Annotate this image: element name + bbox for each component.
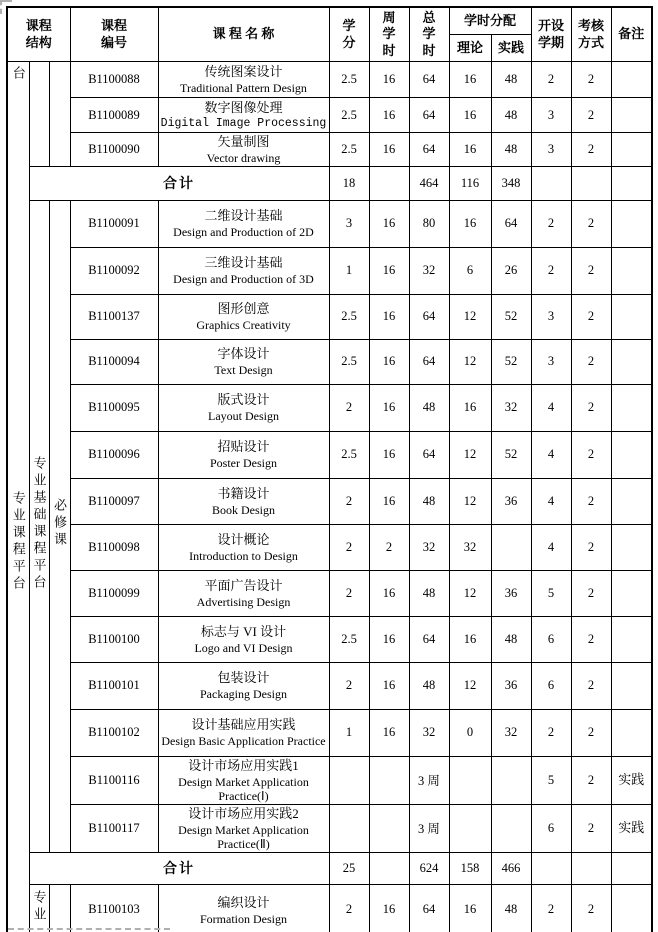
course-name-en: Design Market Application Practice(Ⅰ) xyxy=(178,774,309,804)
practice-hours-cell xyxy=(491,804,531,852)
totals-exam-cell xyxy=(571,852,611,884)
credit-cell xyxy=(329,804,369,852)
course-name-cn: 编织设计 xyxy=(217,894,270,910)
course-code-cell: B1100101 xyxy=(70,662,158,709)
practice-hours-cell: 32 xyxy=(491,709,531,756)
term-cell: 4 xyxy=(531,384,571,431)
term-cell: 6 xyxy=(531,616,571,662)
course-code-cell: B1100116 xyxy=(70,756,158,804)
course-name-cn: 图形创意 xyxy=(217,301,270,317)
theory-hours-cell: 16 xyxy=(449,133,491,167)
term-cell: 2 xyxy=(531,247,571,294)
course-name-cell xyxy=(158,200,329,247)
course-name-cell xyxy=(158,431,329,478)
header-course-code xyxy=(70,7,158,62)
exam-method-cell: 2 xyxy=(571,478,611,524)
term-cell: 3 xyxy=(531,339,571,384)
theory-hours-cell: 12 xyxy=(449,570,491,616)
course-name-cn: 二维设计基础 xyxy=(204,208,283,224)
header-weekly-hours xyxy=(369,7,409,62)
curriculum-table xyxy=(6,6,653,932)
weekly-hours-cell: 16 xyxy=(369,339,409,384)
note-cell xyxy=(611,384,652,431)
credit-cell xyxy=(329,756,369,804)
subgroup-basic-cell xyxy=(29,200,49,852)
term-cell: 2 xyxy=(531,200,571,247)
course-name-cn: 书籍设计 xyxy=(217,485,270,501)
practice-hours-cell: 48 xyxy=(491,62,531,98)
course-name-cn: 平面广告设计 xyxy=(204,577,283,593)
course-row xyxy=(7,247,652,294)
theory-hours-cell: 16 xyxy=(449,62,491,98)
course-name-cell xyxy=(158,524,329,570)
totals-total-cell: 464 xyxy=(409,166,449,200)
header-course-structure-label: 课程结构 xyxy=(25,18,52,50)
course-name-en: Text Design xyxy=(214,363,273,378)
credit-cell: 3 xyxy=(329,200,369,247)
totals-total-cell: 624 xyxy=(409,852,449,884)
course-code-cell: B1100097 xyxy=(70,478,158,524)
course-row xyxy=(7,804,652,852)
course-name-cn: 设计市场应用实践1 xyxy=(188,757,299,773)
note-cell xyxy=(611,133,652,167)
theory-hours-cell: 16 xyxy=(449,200,491,247)
header-row-1 xyxy=(7,7,652,35)
weekly-hours-cell xyxy=(369,756,409,804)
exam-method-cell: 2 xyxy=(571,804,611,852)
total-hours-cell: 32 xyxy=(409,709,449,756)
credit-cell: 2 xyxy=(329,524,369,570)
note-cell xyxy=(611,709,652,756)
platform-main-label: 专业课程平台 xyxy=(10,491,26,594)
course-code-cell: B1100103 xyxy=(70,884,158,932)
header-note: 备注 xyxy=(611,7,652,62)
header-exam-method-label: 考核方式 xyxy=(578,18,605,50)
exam-method-cell: 2 xyxy=(571,756,611,804)
header-weekly-hours-label: 周学时 xyxy=(382,10,396,58)
weekly-hours-cell: 16 xyxy=(369,62,409,98)
course-name-cell xyxy=(158,339,329,384)
weekly-hours-cell: 16 xyxy=(369,98,409,133)
totals-credit-cell: 25 xyxy=(329,852,369,884)
course-code-cell: B1100137 xyxy=(70,294,158,339)
next-group-cell-label: 专业 xyxy=(31,890,47,925)
header-course-code-label: 课程编号 xyxy=(100,18,127,50)
course-name-cn: 设计市场应用实践2 xyxy=(188,805,299,821)
note-cell xyxy=(611,339,652,384)
practice-hours-cell: 48 xyxy=(491,616,531,662)
term-cell: 3 xyxy=(531,133,571,167)
theory-hours-cell: 12 xyxy=(449,294,491,339)
credit-cell: 2 xyxy=(329,662,369,709)
page-break-mark-top xyxy=(0,0,2,14)
total-hours-cell: 32 xyxy=(409,524,449,570)
term-cell: 3 xyxy=(531,98,571,133)
course-name-cn: 版式设计 xyxy=(217,392,270,408)
theory-hours-cell: 12 xyxy=(449,478,491,524)
coursetype-required-cell xyxy=(49,200,70,852)
note-cell xyxy=(611,247,652,294)
course-name-en: Layout Design xyxy=(208,409,279,424)
course-name-cell xyxy=(158,616,329,662)
course-name-cn: 包装设计 xyxy=(217,670,270,686)
course-name-cn: 字体设计 xyxy=(217,346,270,362)
totals-term-cell xyxy=(531,166,571,200)
practice-hours-cell: 52 xyxy=(491,431,531,478)
credit-cell: 1 xyxy=(329,709,369,756)
header-theory: 理论 xyxy=(449,35,491,62)
course-row xyxy=(7,756,652,804)
theory-hours-cell xyxy=(449,804,491,852)
course-name-en: Design and Production of 3D xyxy=(173,272,314,287)
course-code-cell: B1100096 xyxy=(70,431,158,478)
credit-cell: 1 xyxy=(329,247,369,294)
term-cell: 2 xyxy=(531,709,571,756)
theory-hours-cell: 16 xyxy=(449,884,491,932)
note-cell xyxy=(611,200,652,247)
exam-method-cell: 2 xyxy=(571,384,611,431)
totals-label-cell: 合计 xyxy=(29,852,329,884)
note-cell xyxy=(611,524,652,570)
course-name-cell xyxy=(158,884,329,932)
course-row xyxy=(7,133,652,167)
course-row xyxy=(7,884,652,932)
term-cell: 5 xyxy=(531,756,571,804)
course-row xyxy=(7,570,652,616)
weekly-hours-cell: 16 xyxy=(369,133,409,167)
exam-method-cell: 2 xyxy=(571,133,611,167)
totals-weekly-cell xyxy=(369,166,409,200)
course-row xyxy=(7,709,652,756)
totals-theory-cell: 116 xyxy=(449,166,491,200)
exam-method-cell: 2 xyxy=(571,662,611,709)
course-row xyxy=(7,431,652,478)
course-row xyxy=(7,616,652,662)
course-row xyxy=(7,662,652,709)
course-code-cell: B1100100 xyxy=(70,616,158,662)
theory-hours-cell: 12 xyxy=(449,431,491,478)
practice-hours-cell: 48 xyxy=(491,884,531,932)
total-hours-cell: 64 xyxy=(409,884,449,932)
course-name-cell xyxy=(158,570,329,616)
term-cell: 2 xyxy=(531,62,571,98)
course-code-cell: B1100099 xyxy=(70,570,158,616)
practice-hours-cell: 36 xyxy=(491,570,531,616)
theory-hours-cell: 0 xyxy=(449,709,491,756)
credit-cell: 2.5 xyxy=(329,294,369,339)
course-code-cell: B1100091 xyxy=(70,200,158,247)
course-code-cell: B1100094 xyxy=(70,339,158,384)
totals-note-cell xyxy=(611,852,652,884)
theory-hours-cell: 6 xyxy=(449,247,491,294)
course-name-cn: 设计概论 xyxy=(217,531,270,547)
weekly-hours-cell: 16 xyxy=(369,884,409,932)
term-cell: 4 xyxy=(531,524,571,570)
course-name-en: Book Design xyxy=(212,502,275,517)
exam-method-cell: 2 xyxy=(571,616,611,662)
course-code-cell: B1100095 xyxy=(70,384,158,431)
totals-theory-cell: 158 xyxy=(449,852,491,884)
weekly-hours-cell: 16 xyxy=(369,616,409,662)
totals-credit-cell: 18 xyxy=(329,166,369,200)
subgroup-basic-cell-label: 专业基础课程平台 xyxy=(31,455,47,592)
term-cell: 6 xyxy=(531,662,571,709)
totals-row-1 xyxy=(7,166,652,200)
theory-hours-cell: 16 xyxy=(449,98,491,133)
course-name-cell xyxy=(158,62,329,98)
course-name-cn: 招贴设计 xyxy=(217,439,270,455)
exam-method-cell: 2 xyxy=(571,709,611,756)
exam-method-cell: 2 xyxy=(571,98,611,133)
total-hours-cell: 48 xyxy=(409,384,449,431)
course-row xyxy=(7,339,652,384)
credit-cell: 2.5 xyxy=(329,431,369,478)
header-hours-allocation: 学时分配 xyxy=(449,7,531,35)
exam-method-cell: 2 xyxy=(571,570,611,616)
course-name-en: Traditional Pattern Design xyxy=(180,81,307,96)
next-group-cell xyxy=(29,884,49,932)
term-cell: 4 xyxy=(531,478,571,524)
totals-weekly-cell xyxy=(369,852,409,884)
course-name-cell xyxy=(158,133,329,167)
weekly-hours-cell: 16 xyxy=(369,200,409,247)
course-name-en: Vector drawing xyxy=(206,151,281,166)
credit-cell: 2.5 xyxy=(329,339,369,384)
exam-method-cell: 2 xyxy=(571,339,611,384)
note-cell: 实践 xyxy=(611,804,652,852)
course-row xyxy=(7,200,652,247)
weekly-hours-cell: 16 xyxy=(369,294,409,339)
course-code-cell: B1100117 xyxy=(70,804,158,852)
note-cell xyxy=(611,62,652,98)
page-break-mark-bottom xyxy=(8,928,170,930)
note-cell xyxy=(611,616,652,662)
exam-method-cell: 2 xyxy=(571,294,611,339)
course-name-en: Design and Production of 2D xyxy=(173,225,314,240)
weekly-hours-cell: 16 xyxy=(369,478,409,524)
header-term xyxy=(531,7,571,62)
course-name-en: Logo and VI Design xyxy=(194,640,293,655)
total-hours-cell: 64 xyxy=(409,339,449,384)
course-name-en: Design Basic Application Practice xyxy=(161,734,326,749)
term-cell: 2 xyxy=(531,884,571,932)
platform-column-cell xyxy=(7,62,29,932)
total-hours-cell: 64 xyxy=(409,294,449,339)
course-name-cn: 数字图像处理 xyxy=(204,100,283,115)
course-code-cell: B1100089 xyxy=(70,98,158,133)
course-name-cn: 传统图案设计 xyxy=(204,64,283,80)
weekly-hours-cell: 16 xyxy=(369,709,409,756)
header-practice: 实践 xyxy=(491,35,531,62)
course-code-cell: B1100102 xyxy=(70,709,158,756)
weekly-hours-cell: 16 xyxy=(369,662,409,709)
exam-method-cell: 2 xyxy=(571,247,611,294)
total-hours-cell: 32 xyxy=(409,247,449,294)
practice-hours-cell: 48 xyxy=(491,98,531,133)
credit-cell: 2.5 xyxy=(329,616,369,662)
note-cell xyxy=(611,431,652,478)
header-exam-method xyxy=(571,7,611,62)
practice-hours-cell xyxy=(491,756,531,804)
course-name-en: Graphics Creativity xyxy=(196,318,291,333)
total-hours-cell: 3 周 xyxy=(409,804,449,852)
credit-cell: 2 xyxy=(329,384,369,431)
course-name-cell xyxy=(158,384,329,431)
theory-hours-cell xyxy=(449,756,491,804)
course-name-en: Advertising Design xyxy=(196,594,291,609)
term-cell: 4 xyxy=(531,431,571,478)
totals-practice-cell: 466 xyxy=(491,852,531,884)
course-name-en: Design Market Application Practice(Ⅱ) xyxy=(178,822,309,852)
theory-hours-cell: 12 xyxy=(449,339,491,384)
course-name-cn: 三维设计基础 xyxy=(204,255,283,271)
note-cell xyxy=(611,570,652,616)
total-hours-cell: 80 xyxy=(409,200,449,247)
practice-hours-cell: 64 xyxy=(491,200,531,247)
course-name-cell xyxy=(158,662,329,709)
course-code-cell: B1100092 xyxy=(70,247,158,294)
course-name-en: Digital Image Processing xyxy=(160,117,327,131)
course-row xyxy=(7,524,652,570)
practice-hours-cell: 36 xyxy=(491,478,531,524)
weekly-hours-cell: 16 xyxy=(369,431,409,478)
course-name-en: Poster Design xyxy=(210,456,277,471)
weekly-hours-cell: 16 xyxy=(369,384,409,431)
total-hours-cell: 48 xyxy=(409,662,449,709)
term-cell: 6 xyxy=(531,804,571,852)
course-name-cell xyxy=(158,98,329,133)
credit-cell: 2.5 xyxy=(329,62,369,98)
platform-fragment: 台 xyxy=(10,66,26,83)
course-row xyxy=(7,478,652,524)
weekly-hours-cell: 16 xyxy=(369,247,409,294)
theory-hours-cell: 16 xyxy=(449,384,491,431)
course-name-cell xyxy=(158,294,329,339)
practice-hours-cell: 52 xyxy=(491,339,531,384)
term-cell: 3 xyxy=(531,294,571,339)
coursetype-required-cell-label: 必修课 xyxy=(52,498,67,550)
course-name-cell xyxy=(158,709,329,756)
total-hours-cell: 64 xyxy=(409,98,449,133)
header-credit-label: 学分 xyxy=(342,18,356,50)
exam-method-cell: 2 xyxy=(571,62,611,98)
credit-cell: 2 xyxy=(329,478,369,524)
credit-cell: 2.5 xyxy=(329,98,369,133)
total-hours-cell: 64 xyxy=(409,62,449,98)
course-name-cn: 设计基础应用实践 xyxy=(191,717,296,733)
course-name-en: Introduction to Design xyxy=(189,548,298,563)
totals-label-cell: 合计 xyxy=(29,166,329,200)
total-hours-cell: 64 xyxy=(409,431,449,478)
total-hours-cell: 64 xyxy=(409,616,449,662)
total-hours-cell: 3 周 xyxy=(409,756,449,804)
course-code-cell: B1100090 xyxy=(70,133,158,167)
header-term-label: 开设学期 xyxy=(538,18,565,50)
totals-exam-cell xyxy=(571,166,611,200)
course-row xyxy=(7,98,652,133)
course-name-cn: 矢量制图 xyxy=(217,134,270,149)
exam-method-cell: 2 xyxy=(571,524,611,570)
course-code-cell: B1100088 xyxy=(70,62,158,98)
note-cell: 实践 xyxy=(611,756,652,804)
course-name-en: Formation Design xyxy=(200,911,287,926)
total-hours-cell: 48 xyxy=(409,570,449,616)
exam-method-cell: 2 xyxy=(571,431,611,478)
note-cell xyxy=(611,478,652,524)
course-row xyxy=(7,294,652,339)
header-course-structure xyxy=(7,7,70,62)
header-course-name: 课 程 名 称 xyxy=(158,7,329,62)
note-cell xyxy=(611,662,652,709)
course-name-cell xyxy=(158,478,329,524)
page-break-mark-top-h xyxy=(0,0,12,2)
totals-term-cell xyxy=(531,852,571,884)
weekly-hours-cell: 2 xyxy=(369,524,409,570)
course-name-en: Packaging Design xyxy=(200,687,287,702)
header-total-hours-label: 总学时 xyxy=(422,10,436,58)
note-cell xyxy=(611,294,652,339)
course-code-cell: B1100098 xyxy=(70,524,158,570)
coursetype-continuation-cell xyxy=(49,62,70,167)
credit-cell: 2 xyxy=(329,884,369,932)
header-total-hours xyxy=(409,7,449,62)
practice-hours-cell: 32 xyxy=(491,384,531,431)
exam-method-cell: 2 xyxy=(571,884,611,932)
course-name-cn: 标志与 VI 设计 xyxy=(200,623,287,639)
course-name-cell xyxy=(158,804,329,852)
weekly-hours-cell: 16 xyxy=(369,570,409,616)
totals-row-2 xyxy=(7,852,652,884)
course-name-cell xyxy=(158,756,329,804)
practice-hours-cell: 48 xyxy=(491,133,531,167)
course-row xyxy=(7,62,652,98)
practice-hours-cell: 52 xyxy=(491,294,531,339)
header-credit xyxy=(329,7,369,62)
theory-hours-cell: 32 xyxy=(449,524,491,570)
totals-practice-cell: 348 xyxy=(491,166,531,200)
term-cell: 5 xyxy=(531,570,571,616)
exam-method-cell: 2 xyxy=(571,200,611,247)
note-cell xyxy=(611,98,652,133)
next-coursetype-cell xyxy=(49,884,70,932)
theory-hours-cell: 16 xyxy=(449,616,491,662)
totals-note-cell xyxy=(611,166,652,200)
course-name-cell xyxy=(158,247,329,294)
subgroup-continuation-cell xyxy=(29,62,49,167)
course-row xyxy=(7,384,652,431)
total-hours-cell: 64 xyxy=(409,133,449,167)
practice-hours-cell: 26 xyxy=(491,247,531,294)
note-cell xyxy=(611,884,652,932)
total-hours-cell: 48 xyxy=(409,478,449,524)
practice-hours-cell xyxy=(491,524,531,570)
weekly-hours-cell xyxy=(369,804,409,852)
theory-hours-cell: 12 xyxy=(449,662,491,709)
credit-cell: 2.5 xyxy=(329,133,369,167)
credit-cell: 2 xyxy=(329,570,369,616)
practice-hours-cell: 36 xyxy=(491,662,531,709)
